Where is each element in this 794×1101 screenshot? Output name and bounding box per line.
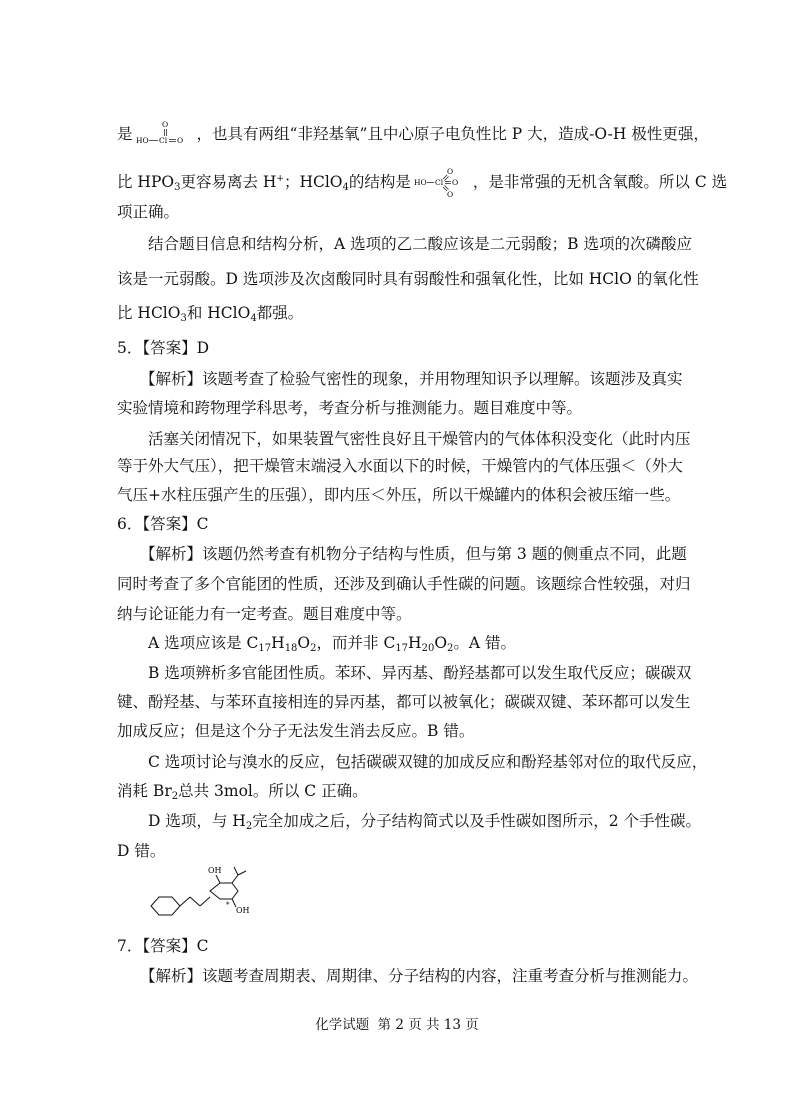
text-line: 该是一元弱酸。D 选项涉及次卤酸同时具有弱酸性和强氧化性，比如 HClO 的氧化性 xyxy=(117,270,699,288)
text-line: 比 HClO$_3$和 HClO$_4$都强。 xyxy=(117,304,304,324)
chiral-carbon-mark: * xyxy=(226,901,230,909)
footer-subject: 化学试题 xyxy=(315,1017,370,1033)
text-line: 等于外大气压），把干燥管末端浸入水面以下的时候，干燥管内的气体压强＜（外大 xyxy=(117,457,683,475)
text-line: 实验情境和跨物理学科思考，考查分析与推测能力。题目难度中等。 xyxy=(117,399,583,417)
page-footer xyxy=(0,1015,794,1035)
hydroxyl-label-bottom: OH xyxy=(236,906,250,915)
oxygen-label: O xyxy=(446,190,454,199)
text-line: D 错。 xyxy=(117,842,166,860)
text-line: 比 $HPO_3$更容易离去 H+；HClO$_4$的结构是 O HO Cl O O ，是非常强的无机含氧酸。所以 C 选 xyxy=(117,167,728,199)
text-line: 气压+水柱压强产生的压强），即内压＜外压，所以干燥罐内的体积会被压缩一些。 xyxy=(117,486,681,504)
chlorine-label: Cl xyxy=(158,136,167,145)
text-line: 结合题目信息和结构分析，A 选项的乙二酸应该是二元弱酸；B 选项的次磷酸应 xyxy=(148,235,692,253)
hclo3-structure xyxy=(135,119,195,151)
answer-heading: 7．【答案】C xyxy=(117,937,209,955)
text-line: 【解析】该题考查周期表、周期律、分子结构的内容，注重考查分析与推测能力。 xyxy=(140,967,699,985)
text-line: D 选项，与 $H_2$完全加成之后，分子结构简式以及手性碳如图所示，2 个手性碳。 xyxy=(148,812,701,832)
hclo4-structure xyxy=(413,166,471,200)
text-line: B 选项辨析多官能团性质。苯环、异丙基、酚羟基都可以发生取代反应；碳碳双 xyxy=(148,664,692,682)
answer-heading: 6．【答案】C xyxy=(117,515,209,533)
oxygen-label: O xyxy=(176,136,183,145)
oxygen-label: O xyxy=(161,120,168,129)
text-line: 消耗 $Br_2$总共 3mol。所以 C 正确。 xyxy=(117,782,368,802)
text-line: A 选项应该是 $C_{17}H_{18}O_2$，而并非 $C_{17}H_{20}O_2$。A 错。 xyxy=(148,634,517,654)
answer-heading: 5．【答案】D xyxy=(117,339,210,357)
text-line: 纳与论证能力有一定考查。题目难度中等。 xyxy=(117,605,412,623)
text-line: C 选项讨论与溴水的反应，包括碳碳双键的加成反应和酚羟基邻对位的取代反应， xyxy=(148,753,708,771)
text-line: 键、酚羟基、与苯环直接相连的异丙基，都可以被氧化；碳碳双键、苯环都可以发生 xyxy=(117,693,691,711)
text-line: 加成反应；但是这个分子无法发生消去反应。B 错。 xyxy=(117,722,475,740)
oxygen-label: O xyxy=(451,178,459,187)
chlorine-label: Cl xyxy=(434,178,444,187)
text-line: 【解析】该题仍然考查有机物分子结构与性质，但与第 3 题的侧重点不同，此题 xyxy=(140,545,687,563)
molecule-structure xyxy=(140,857,270,941)
hydroxyl-label: HO xyxy=(135,136,149,145)
hydroxyl-label: HO xyxy=(413,178,427,187)
text-line: 【解析】该题考查了检验气密性的现象，并用物理知识予以理解。该题涉及真实 xyxy=(140,370,683,388)
text-line: 同时考查了多个官能团的性质，还涉及到确认手性碳的问题。该题综合性较强，对归 xyxy=(117,575,691,593)
oxygen-label: O xyxy=(446,167,454,176)
hydroxyl-label-top: OH xyxy=(208,866,222,875)
text-line: 是 O HO Cl O ，也具有两组“非羟基氧”且中心原子电负性比 P 大，造成-O-H 极性更强， xyxy=(117,119,794,149)
text-line: 活塞关闭情况下，如果装置气密性良好且干燥管内的气体体积没变化（此时内压 xyxy=(148,430,691,448)
text-line: 项正确。 xyxy=(117,203,180,221)
footer-page-number: 第 2 页 共 13 页 xyxy=(377,1017,479,1033)
